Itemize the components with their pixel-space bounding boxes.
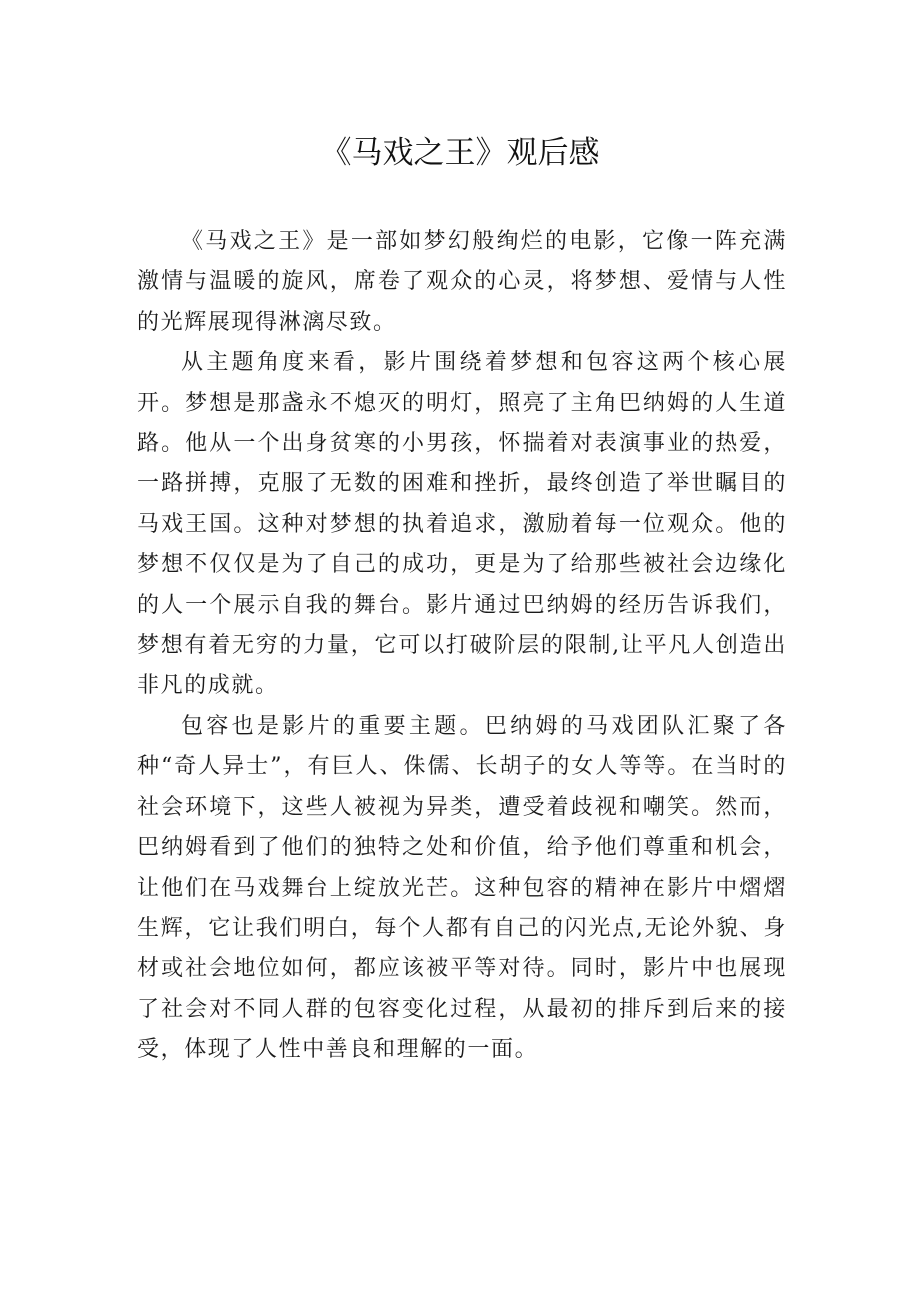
paragraph-dream-theme: 从主题角度来看，影片围绕着梦想和包容这两个核心展开。梦想是那盏永不熄灭的明灯，照亮了主角巴纳姆的人生道路。他从一个出身贫寒的小男孩，怀揣着对表演事业的热爱，一路拼搏，克服了无数的困难和挫折，最终创造了举世瞩目的马戏王国。这种对梦想的执着追求，激励着每一位观众。他的梦想不仅仅是为了自己的成功，更是为了给那些被社会边缘化的人一个展示自我的舞台。影片通过巴纳姆的经历告诉我们，梦想有着无穷的力量，它可以打破阶层的限制,让平凡人创造出非凡的成就。 (137, 350, 787, 699)
paragraph-intro: 《马戏之王》是一部如梦幻般绚烂的电影，它像一阵充满激情与温暖的旋风，席卷了观众的心灵，将梦想、爱情与人性的光辉展现得淋漓尽致。 (137, 229, 787, 335)
page-title: 《马戏之王》观后感 (320, 135, 600, 171)
paragraph-inclusion-theme: 包容也是影片的重要主题。巴纳姆的马戏团队汇聚了各种“奇人异士”，有巨人、侏儒、长胡子的女人等等。在当时的社会环境下，这些人被视为异类，遭受着歧视和嘲笑。然而，巴纳姆看到了他们的独特之处和价值，给予他们尊重和机会，让他们在马戏舞台上绽放光芒。这种包容的精神在影片中熠熠生辉，它让我们明白，每个人都有自己的闪光点,无论外貌、身材或社会地位如何，都应该被平等对待。同时，影片中也展现了社会对不同人群的包容变化过程，从最初的排斥到后来的接受，体现了人性中善良和理解的一面。 (137, 713, 787, 1063)
document-body (137, 222, 787, 1071)
